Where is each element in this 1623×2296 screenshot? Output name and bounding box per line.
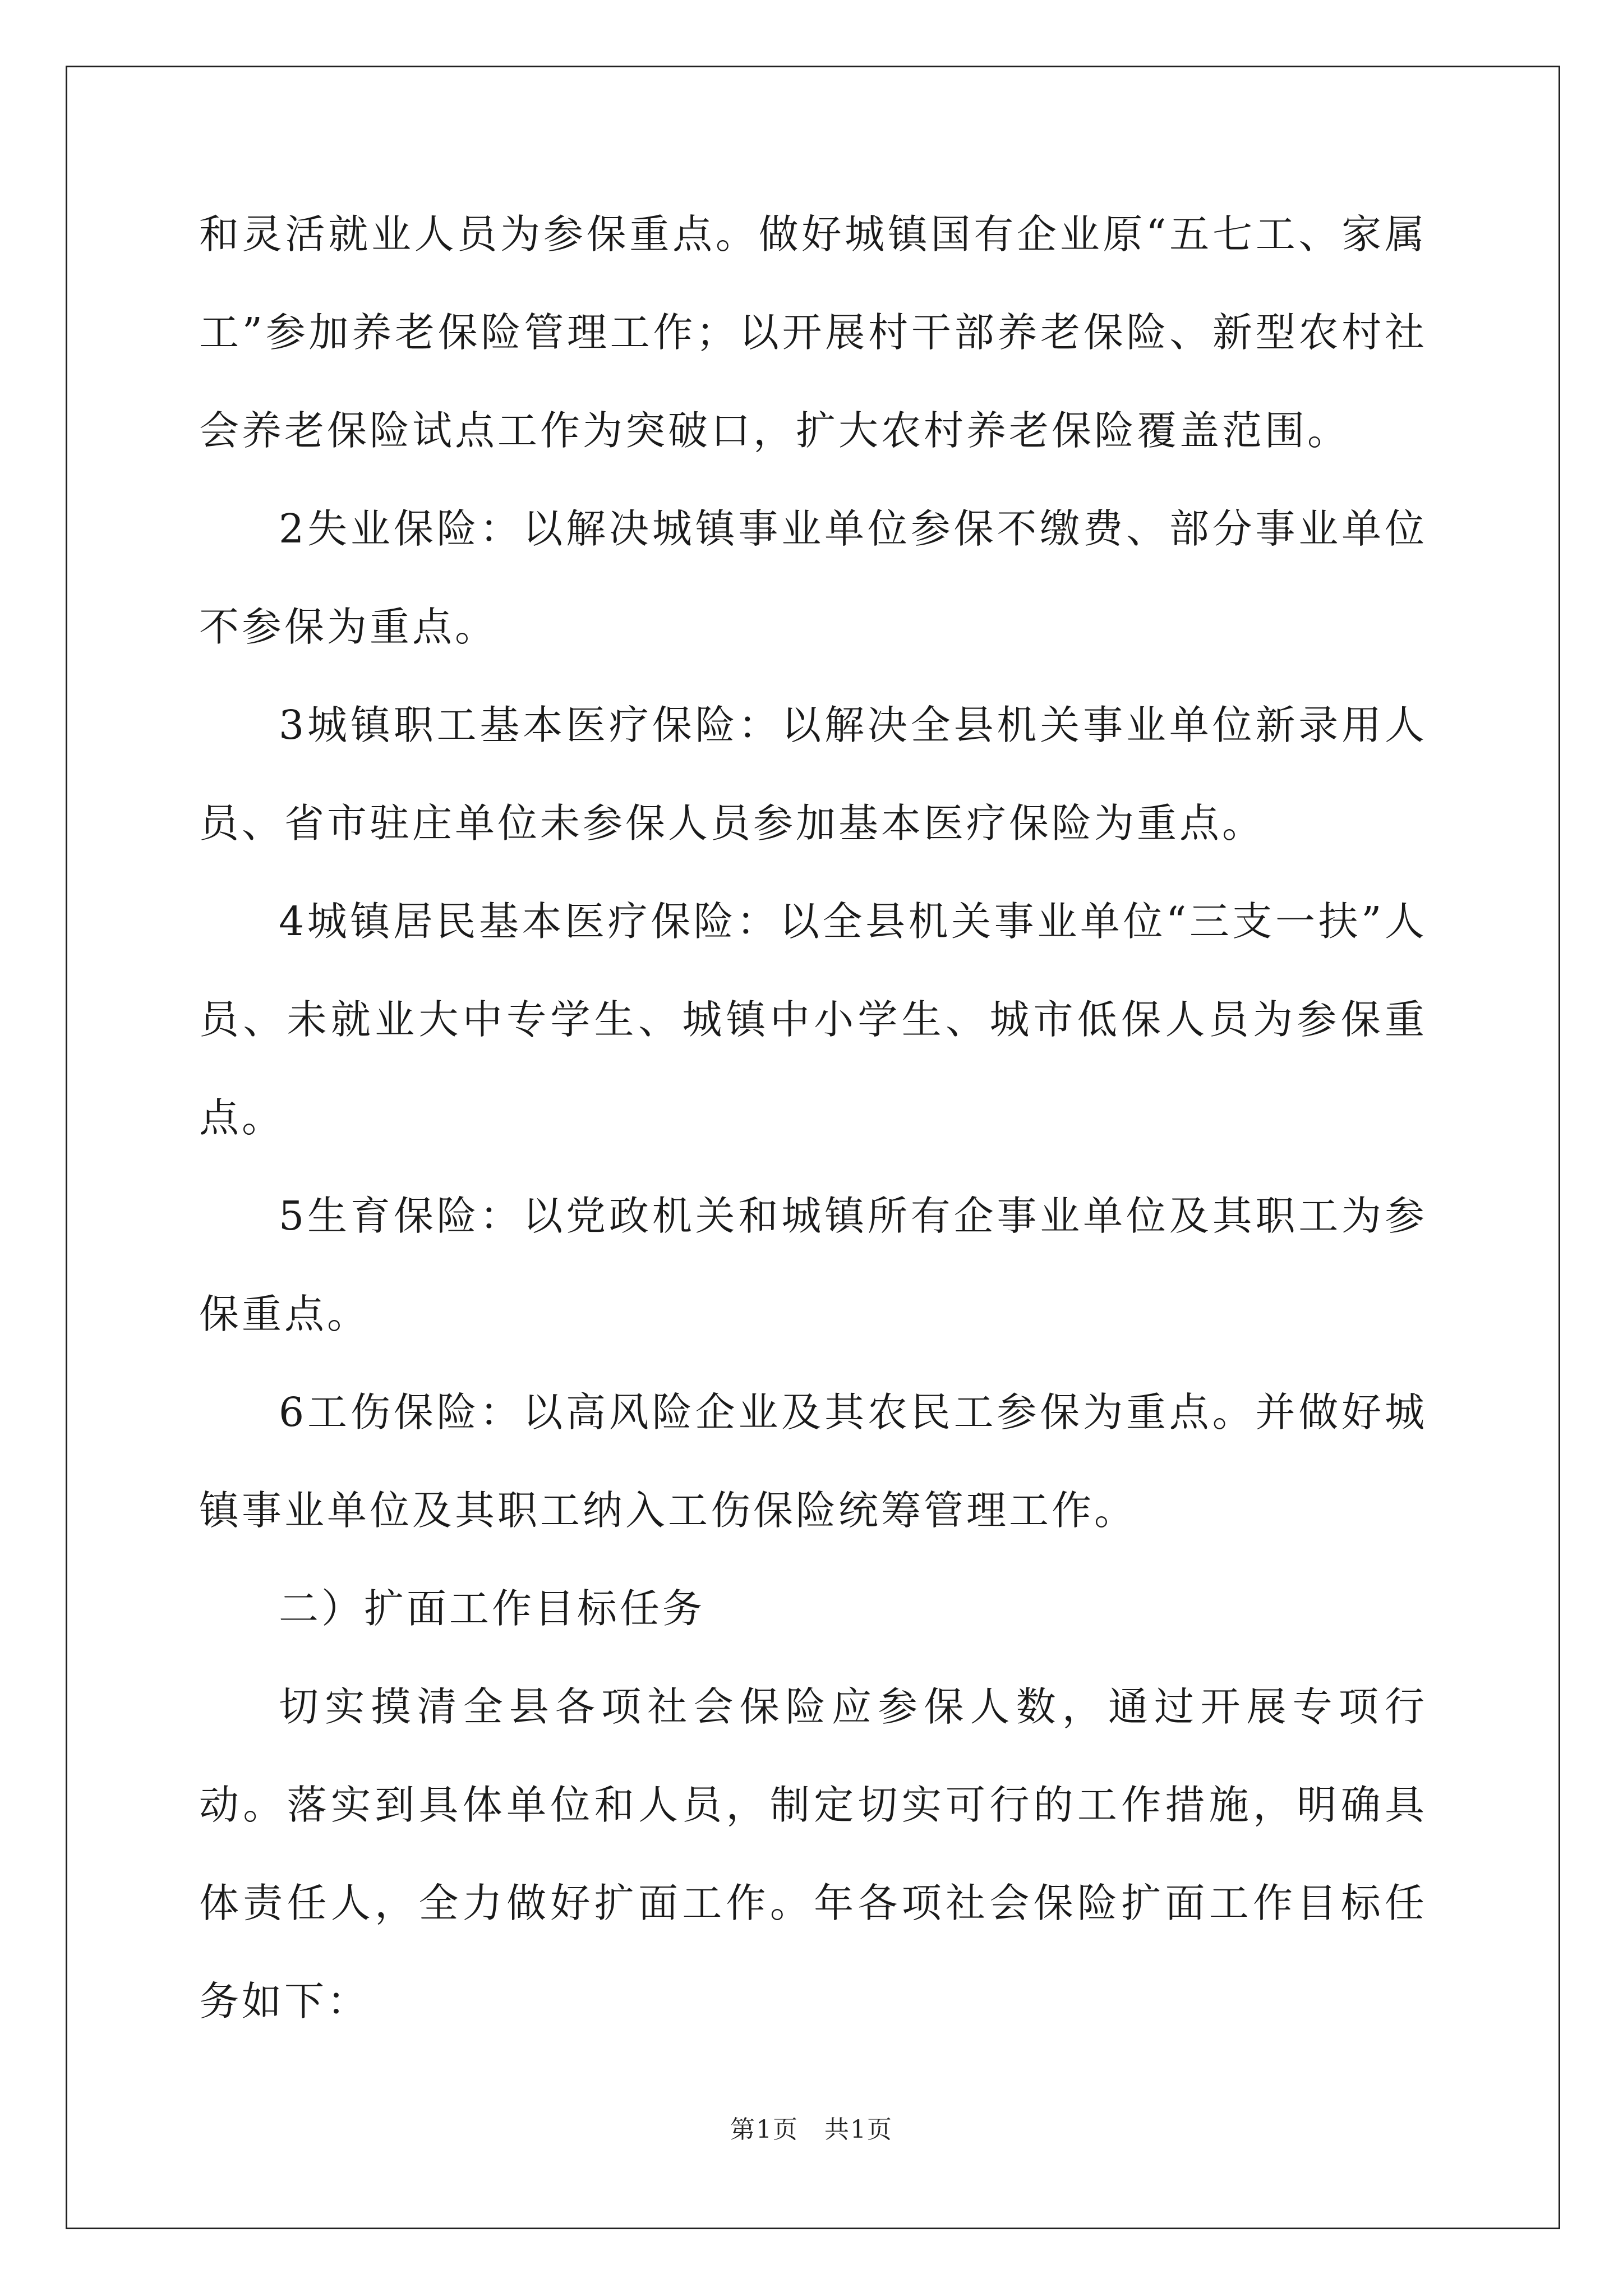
page-number: 第1页 共1页	[730, 2115, 893, 2144]
paragraph: 3城镇职工基本医疗保险：以解决全县机关事业单位新录用人员、省市驻庄单位未参保人员参加基本医疗保险为重点。	[199, 702, 1427, 846]
paragraph: 5生育保险：以党政机关和城镇所有企事业单位及其职工为参保重点。	[199, 1193, 1427, 1337]
document-body	[199, 185, 1427, 2050]
paragraph: 和灵活就业人员为参保重点。做好城镇国有企业原“五七工、家属工”参加养老保险管理工作；以开展村干部养老保险、新型农村社会养老保险试点工作为突破口，扩大农村养老保险覆盖范围。	[199, 211, 1427, 454]
paragraph: 2失业保险：以解决城镇事业单位参保不缴费、部分事业单位不参保为重点。	[199, 505, 1427, 650]
paragraph: 切实摸清全县各项社会保险应参保人数，通过开展专项行动。落实到具体单位和人员，制定切实可行的工作措施，明确具体责任人，全力做好扩面工作。年各项社会保险扩面工作目标任务如下：	[199, 1683, 1427, 2024]
paragraph: 4城镇居民基本医疗保险：以全县机关事业单位“三支一扶”人员、未就业大中专学生、城镇中小学生、城市低保人员为参保重点。	[199, 898, 1427, 1141]
section-heading: 二）扩面工作目标任务	[279, 1585, 706, 1632]
paragraph: 6工伤保险：以高风险企业及其农民工参保为重点。并做好城镇事业单位及其职工纳入工伤保险统筹管理工作。	[199, 1389, 1427, 1534]
